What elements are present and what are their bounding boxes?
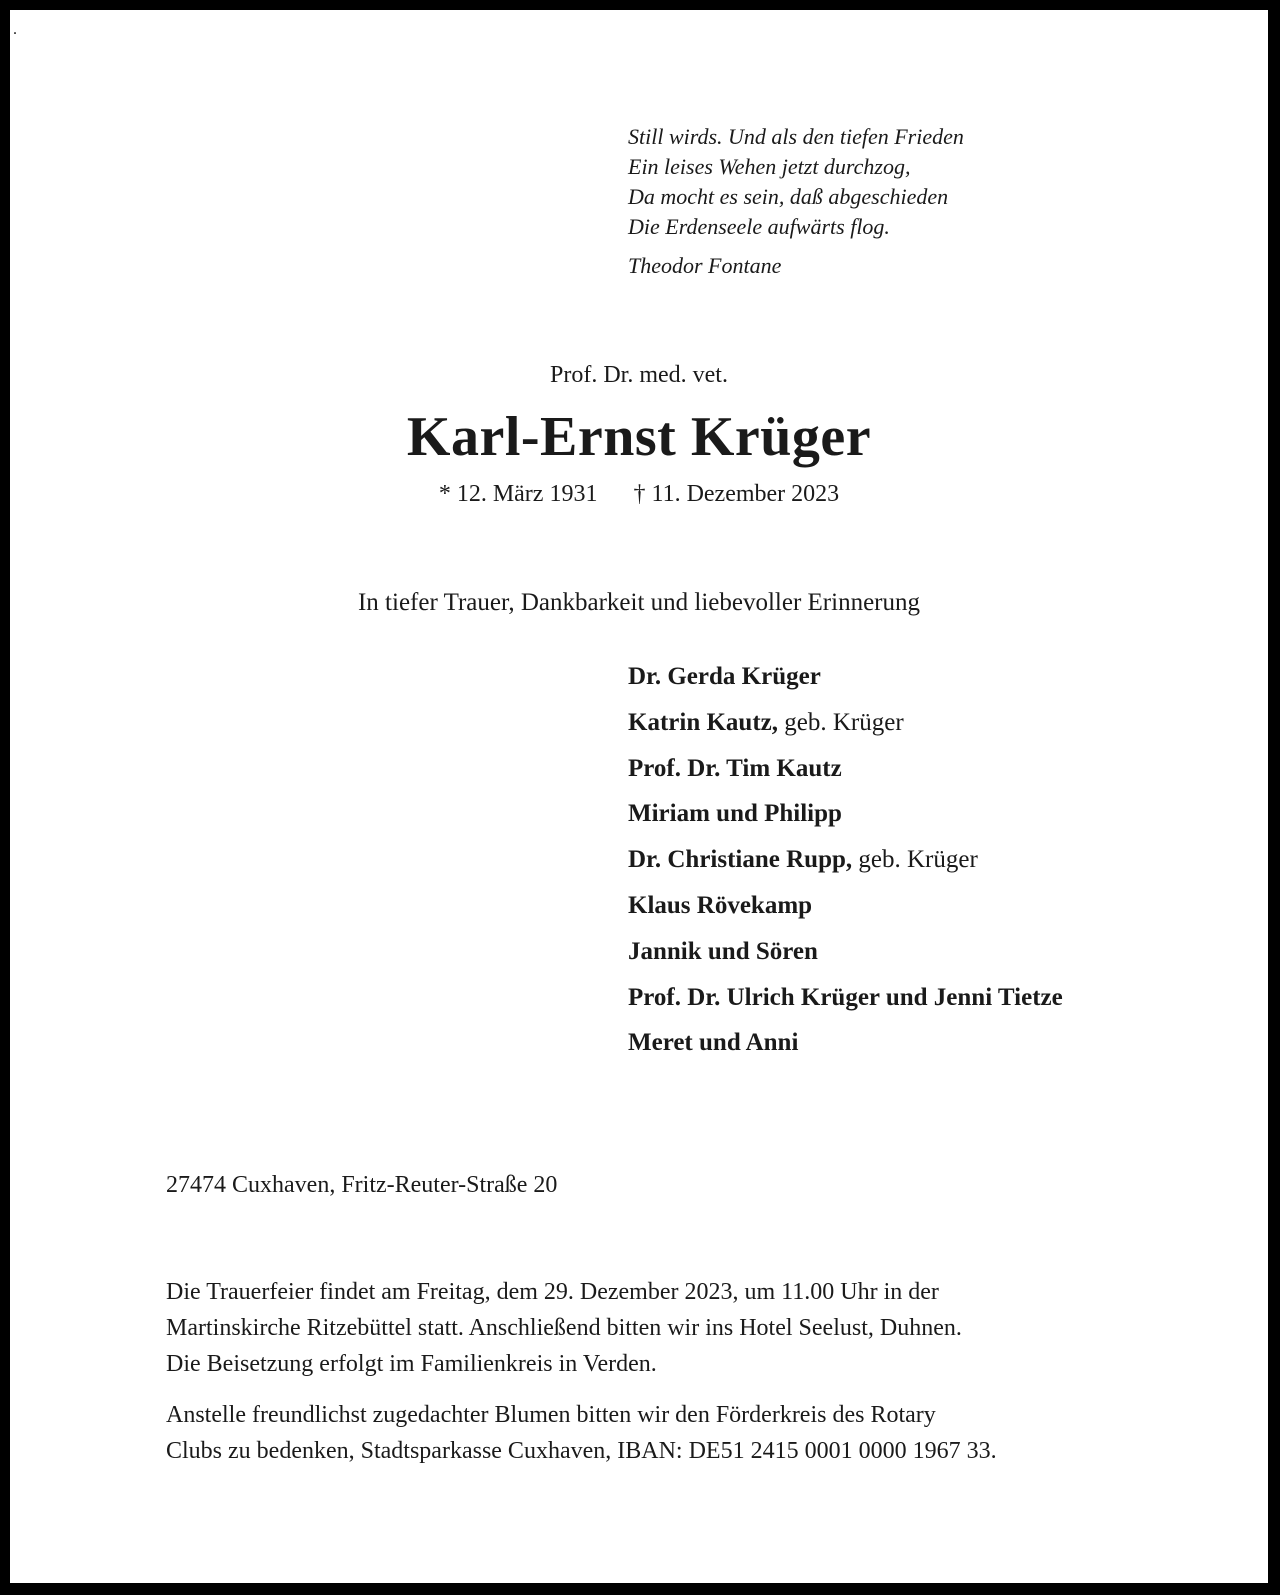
family-member-name: Katrin Kautz,: [628, 708, 778, 736]
family-member-name: Meret und Anni: [628, 1029, 799, 1057]
funeral-notice: [166, 1274, 1126, 1382]
poem-line: Ein leises Wehen jetzt durchzog,: [628, 154, 911, 179]
family-member-name: Klaus Rövekamp: [628, 891, 813, 919]
family-member: [628, 981, 1063, 1027]
family-member-name: Jannik und Sören: [628, 937, 818, 965]
family-member: [628, 660, 1063, 706]
family-member: [628, 706, 1063, 752]
family-member-name: Prof. Dr. Ulrich Krüger und Jenni Tietze: [628, 983, 1063, 1011]
family-member-name: Dr. Christiane Rupp,: [628, 846, 853, 874]
mourning-text: In tiefer Trauer, Dankbarkeit und liebevoller Erinnerung: [357, 589, 920, 616]
poem: [628, 122, 964, 281]
family-member-name: Miriam und Philipp: [628, 800, 842, 828]
donation-notice: [166, 1397, 1126, 1469]
birth-date: * 12. März 1931: [438, 481, 598, 507]
stray-dot: .: [13, 21, 17, 38]
family-member-suffix: geb. Krüger: [784, 708, 904, 736]
life-dates: [10, 478, 1268, 510]
death-date: † 11. Dezember 2023: [633, 481, 840, 507]
funeral-line: Die Beisetzung erfolgt im Familienkreis in Verden.: [166, 1351, 657, 1377]
donation-line: Clubs zu bedenken, Stadtsparkasse Cuxhaven, IBAN: DE51 2415 0001 0000 1967 33.: [166, 1438, 997, 1464]
poem-line: Still wirds. Und als den tiefen Frieden: [628, 124, 964, 149]
family-member: [628, 889, 1063, 935]
family-member: [628, 752, 1063, 798]
poem-author: Theodor Fontane: [628, 253, 782, 278]
deceased-title: Prof. Dr. med. vet.: [550, 362, 728, 388]
family-member: [628, 935, 1063, 981]
family-member: [628, 1026, 1063, 1072]
donation-line: Anstelle freundlichst zugedachter Blumen bitten wir den Förderkreis des Rotary: [166, 1402, 936, 1428]
poem-line: Die Erdenseele aufwärts flog.: [628, 214, 890, 239]
obituary-page: [10, 10, 1268, 1583]
family-member-suffix: geb. Krüger: [858, 846, 978, 874]
deceased-name: Karl-Ernst Krüger: [406, 406, 872, 468]
family-member-name: Dr. Gerda Krüger: [628, 663, 821, 690]
funeral-line: Die Trauerfeier findet am Freitag, dem 29. Dezember 2023, um 11.00 Uhr in der: [166, 1279, 939, 1305]
family-list: [628, 660, 1063, 1072]
family-member: [628, 797, 1063, 843]
poem-line: Da mocht es sein, daß abgeschieden: [628, 184, 949, 209]
address: 27474 Cuxhaven, Fritz-Reuter-Straße 20: [166, 1172, 558, 1198]
family-member-name: Prof. Dr. Tim Kautz: [628, 754, 842, 782]
funeral-line: Martinskirche Ritzebüttel statt. Anschließend bitten wir ins Hotel Seelust, Duhnen.: [166, 1315, 962, 1341]
family-member: [628, 843, 1063, 889]
